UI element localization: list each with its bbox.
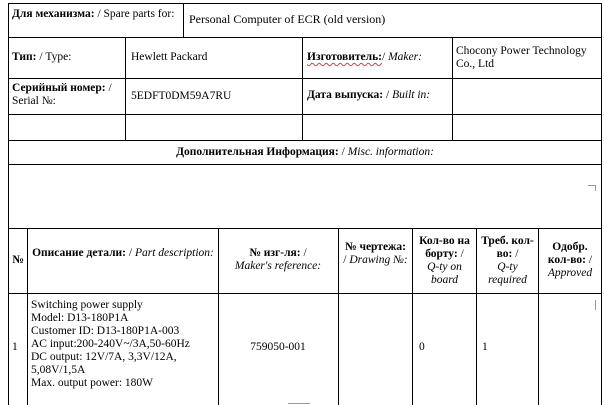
- border: [452, 37, 453, 140]
- misc-label-ru: Дополнительная Информация:: [176, 146, 339, 158]
- misc-label-en: Misc. information:: [347, 146, 434, 158]
- serial-label-en: Serial №:: [12, 95, 56, 107]
- col-reference-header: № изг-ля: / Maker's reference:: [234, 247, 322, 272]
- type-value: Hewlett Packard: [131, 51, 208, 63]
- qty-onboard: 0: [419, 341, 425, 353]
- row-number: 1: [12, 341, 18, 353]
- mechanism-label: Для механизма: / Spare parts for:: [12, 8, 175, 20]
- col-approved-ru: Одобр. кол-во:: [547, 241, 588, 266]
- border: [8, 37, 602, 38]
- margin-mark: [595, 300, 596, 310]
- col-no-header: №: [12, 254, 24, 266]
- col-description-header: Описание детали: / Part description:: [32, 247, 214, 259]
- serial-label-ru: Серийный номер:: [12, 82, 106, 94]
- type-label-ru: Тип:: [12, 51, 37, 63]
- border: [538, 228, 539, 405]
- margin-mark: [595, 185, 596, 191]
- border: [601, 3, 602, 140]
- col-required-ru: Треб. кол-во:: [481, 235, 534, 260]
- border: [338, 228, 339, 405]
- maker-label: Изготовитель:/ Maker:: [307, 51, 422, 63]
- serial-label: Серийный номер: / Serial №:: [12, 82, 112, 107]
- mechanism-label-ru: Для механизма:: [12, 8, 95, 20]
- border: [125, 37, 126, 140]
- col-approved-en: Approved: [547, 267, 593, 279]
- border: [8, 3, 602, 4]
- type-label: Тип: / Type:: [12, 51, 72, 63]
- qty-required: 1: [482, 341, 488, 353]
- col-drawing-ru: № чертежа:: [345, 241, 406, 253]
- margin-mark: [288, 403, 310, 404]
- border: [412, 228, 413, 405]
- border: [8, 3, 9, 140]
- description-line: AC input:200-240V~/3A,50-60Hz: [31, 338, 190, 350]
- misc-info-label: Дополнительная Информация: / Misc. information:: [176, 146, 434, 158]
- built-label-en: Built in:: [392, 89, 431, 101]
- description-line: Switching power supply: [31, 299, 143, 311]
- maker-reference: 759050-001: [250, 341, 306, 353]
- built-label-ru: Дата выпуска:: [307, 89, 384, 101]
- border: [8, 140, 602, 141]
- border: [8, 78, 602, 79]
- type-label-en: Type:: [45, 51, 72, 63]
- maker-label-en: Maker:: [388, 51, 422, 63]
- description-line: 5,08V/1,5A: [31, 364, 86, 376]
- border: [218, 228, 219, 405]
- col-approved-header: Одобр. кол-во: / Approved: [547, 241, 593, 279]
- description-line: Max. output power: 180W: [31, 377, 154, 389]
- col-ref-en: Maker's reference:: [234, 260, 322, 272]
- col-drawing-header: № чертежа: / Drawing №:: [343, 241, 408, 266]
- col-required-header: Треб. кол-во: / Q-ty required: [481, 235, 534, 286]
- border: [8, 114, 602, 115]
- col-drawing-en: Drawing №:: [349, 254, 408, 266]
- description-line: Model: D13-180P1A: [31, 312, 129, 324]
- col-desc-en: Part description:: [134, 247, 214, 259]
- col-desc-ru: Описание детали:: [32, 247, 127, 259]
- col-ref-ru: № изг-ля:: [249, 247, 301, 259]
- border: [8, 228, 602, 229]
- col-required-en: Q-ty required: [488, 261, 527, 286]
- col-onboard-ru: Кол-во на борту:: [419, 235, 470, 260]
- border: [302, 37, 303, 140]
- mechanism-label-en: Spare parts for:: [103, 8, 175, 20]
- col-onboard-en: Q-ty on board: [427, 261, 462, 286]
- border: [8, 164, 602, 165]
- border: [476, 228, 477, 405]
- description-line: DC output: 12V/7A, 3,3V/12A,: [31, 351, 177, 363]
- part-description: [31, 299, 217, 390]
- description-line: Customer ID: D13-180P1A-003: [31, 325, 180, 337]
- border: [8, 293, 602, 294]
- maker-label-ru: Изготовитель:: [307, 51, 383, 63]
- maker-value: Chocony Power Technology Co., Ltd: [456, 45, 587, 70]
- built-label: Дата выпуска: / Built in:: [307, 89, 431, 101]
- col-onboard-header: Кол-во на борту: / Q-ty on board: [419, 235, 470, 286]
- mechanism-value: Personal Computer of ECR (old version): [189, 12, 386, 26]
- border: [183, 3, 184, 37]
- serial-value: 5EDFT0DM59A7RU: [131, 90, 232, 102]
- border: [601, 228, 602, 405]
